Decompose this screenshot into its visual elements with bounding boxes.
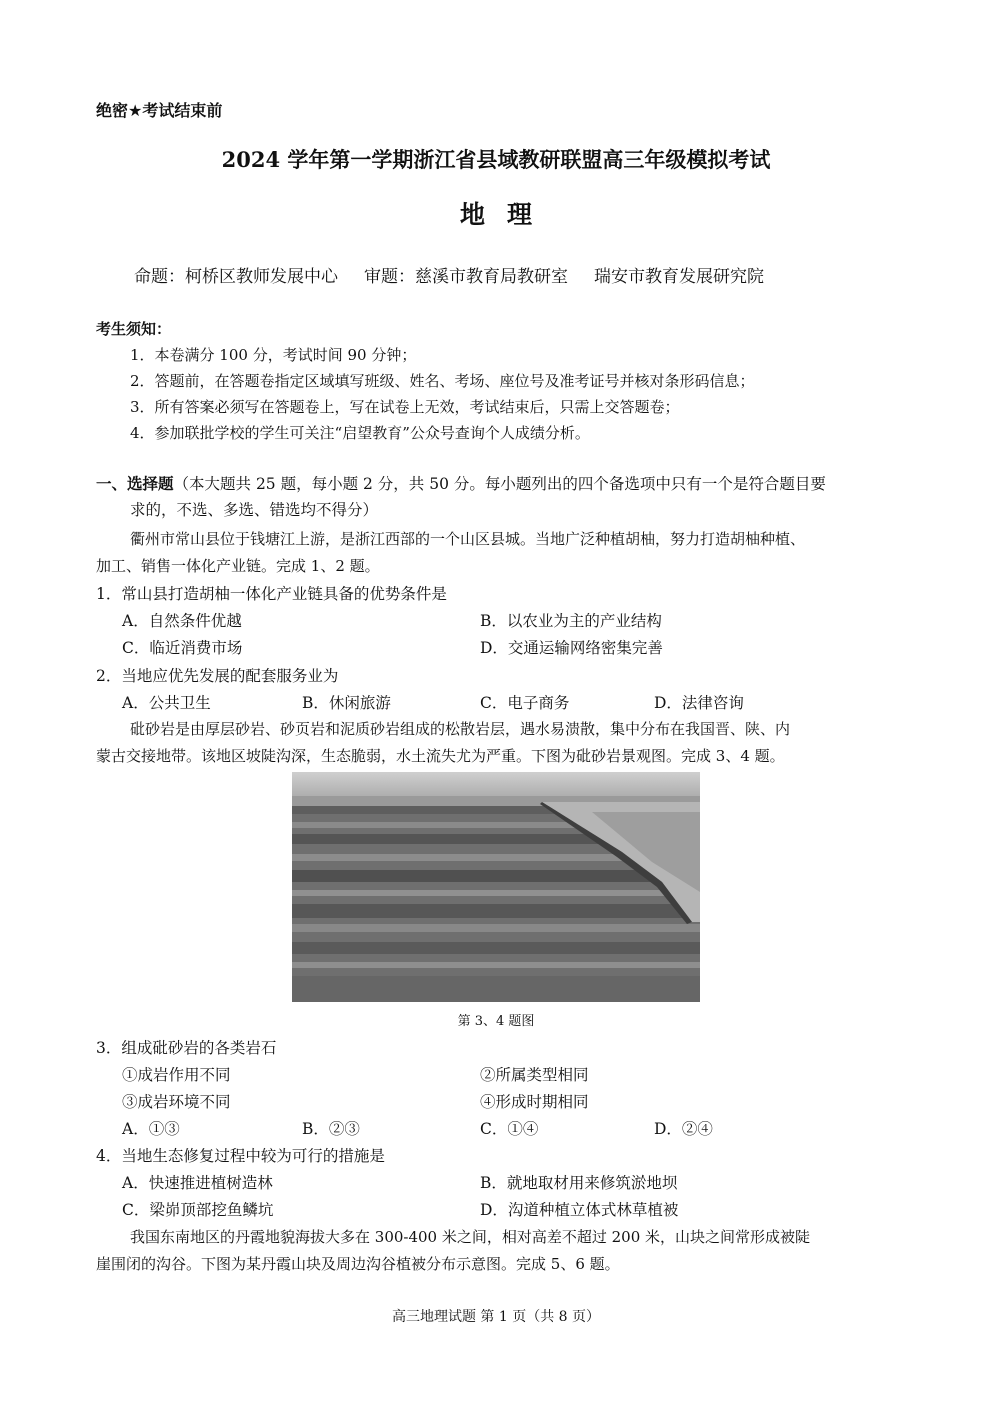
notice-item: 4．参加联批学校的学生可关注“启望教育”公众号查询个人成绩分析。	[130, 424, 590, 442]
sandstone-landscape-photo	[292, 772, 700, 1002]
q3-option-a: A．①③	[122, 1120, 180, 1138]
passage-3-line-2: 崖围闭的沟谷。下图为某丹霞山块及周边沟谷植被分布示意图。完成 5、6 题。	[96, 1255, 620, 1273]
question-2-stem: 2．当地应优先发展的配套服务业为	[96, 667, 339, 685]
passage-1-line-2: 加工、销售一体化产业链。完成 1、2 题。	[96, 557, 380, 575]
q3-option-d: D．②④	[654, 1120, 713, 1138]
q3-statement-4: ④形成时期相同	[480, 1093, 589, 1111]
q4-option-d: D．沟道种植立体式林草植被	[480, 1201, 679, 1219]
q1-option-b: B．以农业为主的产业结构	[480, 612, 662, 630]
section-heading-bold: 一、选择题	[96, 475, 174, 493]
q3-option-b: B．②③	[302, 1120, 360, 1138]
question-4-stem: 4．当地生态修复过程中较为可行的措施是	[96, 1147, 385, 1165]
figure-caption: 第 3、4 题图	[457, 1014, 535, 1029]
passage-2-line-2: 蒙古交接地带。该地区坡陡沟深，生态脆弱，水土流失尤为严重。下图为砒砂岩景观图。完成 3、4 题。	[96, 747, 785, 765]
passage-1-line-1: 衢州市常山县位于钱塘江上游，是浙江西部的一个山区县城。当地广泛种植胡柚，努力打造胡柚种植、	[130, 530, 806, 548]
q3-statement-2: ②所属类型相同	[480, 1066, 589, 1084]
reviewer-2: 瑞安市教育发展研究院	[594, 267, 764, 287]
q1-option-c: C．临近消费市场	[122, 639, 243, 657]
page-footer: 高三地理试题 第 1 页（共 8 页）	[391, 1309, 601, 1325]
author: 命题：柯桥区教师发展中心	[134, 267, 338, 287]
notice-item: 1．本卷满分 100 分，考试时间 90 分钟；	[130, 346, 417, 364]
q4-option-b: B．就地取材用来修筑淤地坝	[480, 1174, 678, 1192]
section-heading-desc-2: 求的，不选、多选、错选均不得分）	[130, 501, 379, 519]
q4-option-a: A．快速推进植树造林	[122, 1174, 273, 1192]
passage-2-line-1: 砒砂岩是由厚层砂岩、砂页岩和泥质砂岩组成的松散岩层，遇水易溃散，集中分布在我国晋、陕、内	[130, 720, 791, 738]
q1-option-a: A．自然条件优越	[122, 612, 242, 630]
q3-statement-1: ①成岩作用不同	[122, 1066, 231, 1084]
notice-title: 考生须知：	[96, 320, 172, 338]
q2-option-a: A．公共卫生	[122, 694, 211, 712]
section-heading-desc: （本大题共 25 题，每小题 2 分，共 50 分。每小题列出的四个备选项中只有一个是符合题目要	[173, 475, 826, 493]
notice-item: 3．所有答案必须写在答题卷上，写在试卷上无效，考试结束后，只需上交答题卷；	[130, 398, 680, 416]
passage-3-line-1: 我国东南地区的丹霞地貌海拔大多在 300-400 米之间，相对高差不超过 200 米，山块之间常形成被陡	[130, 1228, 811, 1246]
q1-option-d: D．交通运输网络密集完善	[480, 639, 663, 657]
reviewer-1: 审题：慈溪市教育局教研室	[364, 267, 568, 287]
subject-title: 地理	[459, 200, 554, 229]
q2-option-c: C．电子商务	[480, 694, 570, 712]
question-3-stem: 3．组成砒砂岩的各类岩石	[96, 1039, 277, 1057]
sandstone-landscape-illustration	[292, 772, 700, 1002]
q3-statement-3: ③成岩环境不同	[122, 1093, 231, 1111]
question-1-stem: 1．常山县打造胡柚一体化产业链具备的优势条件是	[96, 585, 447, 603]
confidential-mark: 绝密★考试结束前	[96, 101, 223, 120]
exam-title: 2024 学年第一学期浙江省县域教研联盟高三年级模拟考试	[221, 147, 771, 172]
q4-option-c: C．梁峁顶部挖鱼鳞坑	[122, 1201, 274, 1219]
author-line	[134, 262, 764, 287]
section-heading	[96, 472, 826, 494]
notice-item: 2．答题前，在答题卷指定区域填写班级、姓名、考场、座位号及准考证号并核对条形码信息；	[130, 372, 755, 390]
q2-option-b: B．休闲旅游	[302, 694, 391, 712]
q2-option-d: D．法律咨询	[654, 694, 744, 712]
q3-option-c: C．①④	[480, 1120, 539, 1138]
